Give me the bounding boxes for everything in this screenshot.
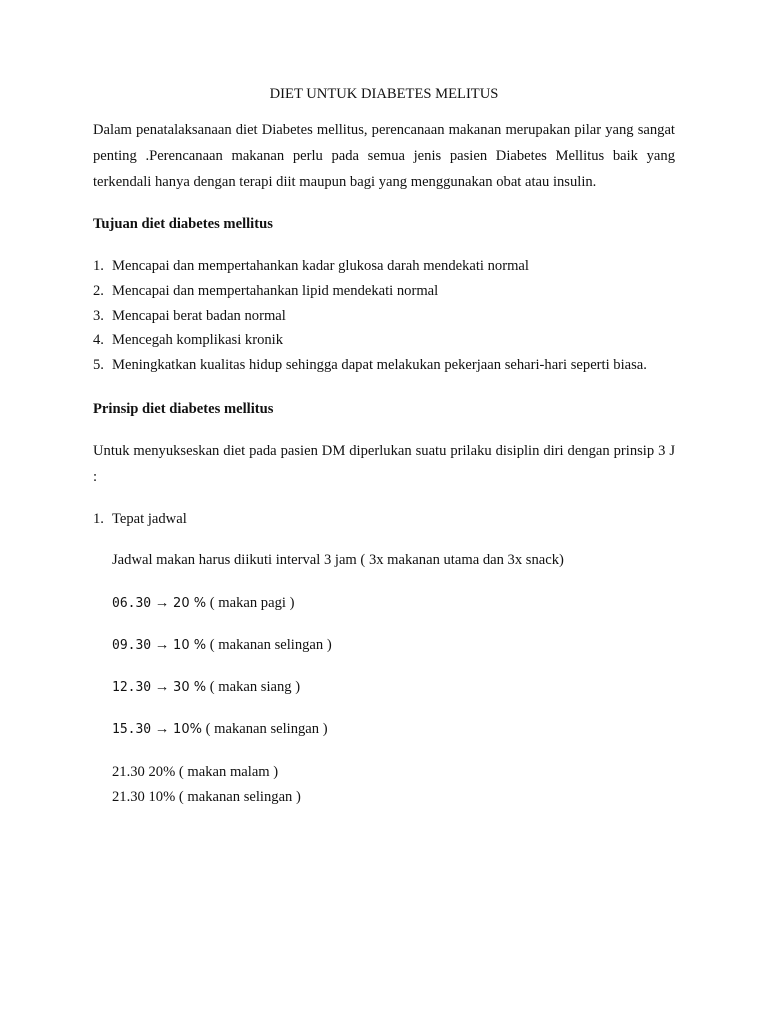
arrow-icon: → <box>154 679 170 695</box>
schedule-time: 06.30 <box>112 596 152 611</box>
list-text: Mencapai berat badan normal <box>112 308 286 324</box>
schedule-percent: 10% <box>173 722 202 737</box>
list-item <box>93 283 438 300</box>
schedule-label: ( makan pagi ) <box>209 595 295 611</box>
schedule-time: 15.30 <box>112 722 152 737</box>
list-text: Mencegah komplikasi kronik <box>112 332 284 348</box>
document-title: DIET UNTUK DIABETES MELITUS <box>269 86 499 102</box>
schedule-line <box>112 595 294 612</box>
section-heading-prinsip: Prinsip diet diabetes mellitus <box>93 401 274 417</box>
schedule-percent: 10 % <box>173 638 207 653</box>
list-item <box>93 511 187 528</box>
schedule-label: ( makan siang ) <box>209 679 301 695</box>
arrow-icon: → <box>154 721 170 737</box>
list-item <box>93 258 529 275</box>
list-number: 5. <box>93 357 104 373</box>
list-item <box>93 308 286 325</box>
schedule-line <box>112 721 328 738</box>
section-heading-tujuan: Tujuan diet diabetes mellitus <box>93 216 273 232</box>
list-text: Meningkatkan kualitas hidup sehingga dapat melakukan pekerjaan sehari-hari seperti biasa. <box>112 357 647 373</box>
list-item <box>93 332 283 349</box>
arrow-icon: → <box>154 637 170 653</box>
list-number: 2. <box>93 283 104 299</box>
schedule-time: 12.30 <box>112 680 152 695</box>
schedule-time: 09.30 <box>112 638 152 653</box>
list-text: Tepat jadwal <box>112 511 187 527</box>
schedule-label: ( makanan selingan ) <box>205 721 328 737</box>
list-number: 4. <box>93 332 104 348</box>
schedule-line-plain: 21.30 10% ( makanan selingan ) <box>112 789 301 805</box>
list-text: Mencapai dan mempertahankan lipid mendekati normal <box>112 283 439 299</box>
list-item <box>93 357 647 374</box>
arrow-icon: → <box>154 595 170 611</box>
schedule-percent: 20 % <box>173 596 207 611</box>
list-number: 1. <box>93 511 104 527</box>
schedule-label: ( makanan selingan ) <box>209 637 332 653</box>
list-number: 1. <box>93 258 104 274</box>
list-number: 3. <box>93 308 104 324</box>
schedule-line <box>112 679 300 696</box>
schedule-note: Jadwal makan harus diikuti interval 3 jam ( 3x makanan utama dan 3x snack) <box>112 552 564 568</box>
schedule-percent: 30 % <box>173 680 207 695</box>
list-text: Mencapai dan mempertahankan kadar glukosa darah mendekati normal <box>112 258 529 274</box>
prinsip-paragraph: Untuk menyukseskan diet pada pasien DM diperlukan suatu prilaku disiplin diri dengan prinsip 3 J : <box>93 443 675 485</box>
schedule-line-plain: 21.30 20% ( makan malam ) <box>112 764 279 780</box>
schedule-line <box>112 637 332 654</box>
intro-paragraph: Dalam penatalaksanaan diet Diabetes mellitus, perencanaan makanan merupakan pilar yang sangat penting .Perencanaan makanan perlu pada semua jenis pasien Diabetes Mellitus baik yang terkendali hanya dengan terapi diit maupun bagi yang menggunakan obat atau insulin. <box>93 122 675 190</box>
